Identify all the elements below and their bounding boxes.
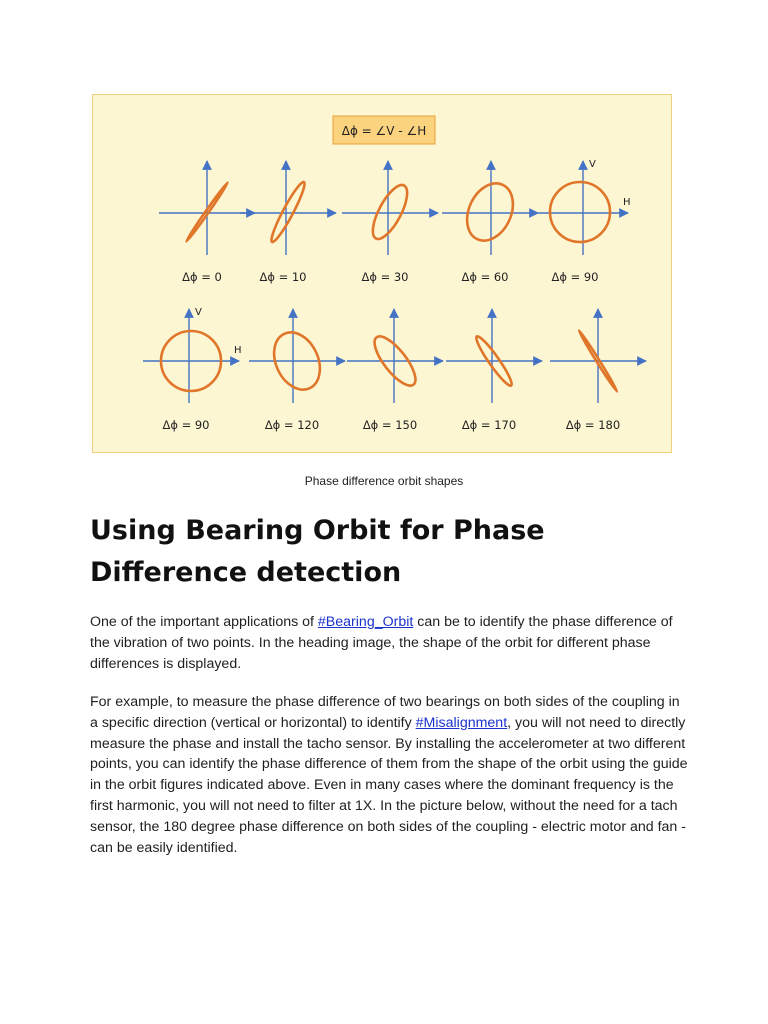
orbit-figure <box>92 94 672 453</box>
orbit-ellipse <box>366 180 414 243</box>
figure-caption: Phase difference orbit shapes <box>304 474 464 488</box>
orbit-panel <box>159 161 255 284</box>
orbit-diagram <box>93 95 673 454</box>
orbit-ellipse <box>268 180 309 245</box>
phase-label: Δϕ = 150 <box>362 418 418 432</box>
phase-label: Δϕ = 30 <box>361 270 409 284</box>
v-axis-label: V <box>589 159 596 170</box>
misalignment-link[interactable]: #Misalignment <box>415 714 508 731</box>
orbit-ellipse <box>550 182 610 242</box>
orbit-ellipse <box>458 176 521 248</box>
orbit-panel <box>143 307 242 432</box>
paragraph-2-text-b: , you will not need to directly measure the phase and install the tacho sensor. By installing the accelerometer at two different points, you can identify the phase difference of them from the shape of the orbit using the guide in the orbit figures indicated above. Even in many cases where the dominant frequency is the first harmonic, you will not need to filter at 1X. In the picture below, without the need for a tach sensor, the 180 degree phase difference on both sides of the coupling - electric motor and fan - can be easily identified. <box>90 714 688 856</box>
phase-label: Δϕ = 60 <box>461 270 509 284</box>
phase-label: Δϕ = 10 <box>259 270 307 284</box>
phase-label: Δϕ = 0 <box>182 270 222 284</box>
orbit-panel <box>249 309 345 432</box>
orbit-panel <box>446 309 542 432</box>
h-axis-label: H <box>623 197 631 208</box>
formula-text: Δϕ = ∠V - ∠H <box>341 124 427 138</box>
orbit-panel <box>550 309 646 432</box>
orbit-panel <box>347 309 443 432</box>
paragraph-2-text-a: For example, to measure the phase difference of two bearings on both sides of the coupling in a specific direction (vertical or horizontal) to identify <box>90 694 680 731</box>
paragraph-1-text-b: can be to identify the phase difference of the vibration of two points. In the heading image, the shape of the orbit for different phase differences is displayed. <box>90 614 673 672</box>
phase-label: Δϕ = 120 <box>264 418 320 432</box>
phase-label: Δϕ = 170 <box>461 418 517 432</box>
page-title: Using Bearing Orbit for Phase Difference detection <box>90 515 545 588</box>
phase-label: Δϕ = 90 <box>551 270 599 284</box>
phase-label: Δϕ = 90 <box>162 418 210 432</box>
orbit-panel <box>342 161 438 284</box>
orbit-panel <box>240 161 336 284</box>
orbit-panel <box>442 161 538 284</box>
paragraph-1-text-a: One of the important applications of <box>90 614 318 630</box>
bearing-orbit-link[interactable]: #Bearing_Orbit <box>317 614 414 630</box>
v-axis-label: V <box>195 307 202 318</box>
h-axis-label: H <box>234 345 242 356</box>
phase-label: Δϕ = 180 <box>565 418 621 432</box>
paragraph-2 <box>90 692 690 858</box>
orbit-panel <box>532 159 631 284</box>
paragraph-1 <box>90 612 690 674</box>
